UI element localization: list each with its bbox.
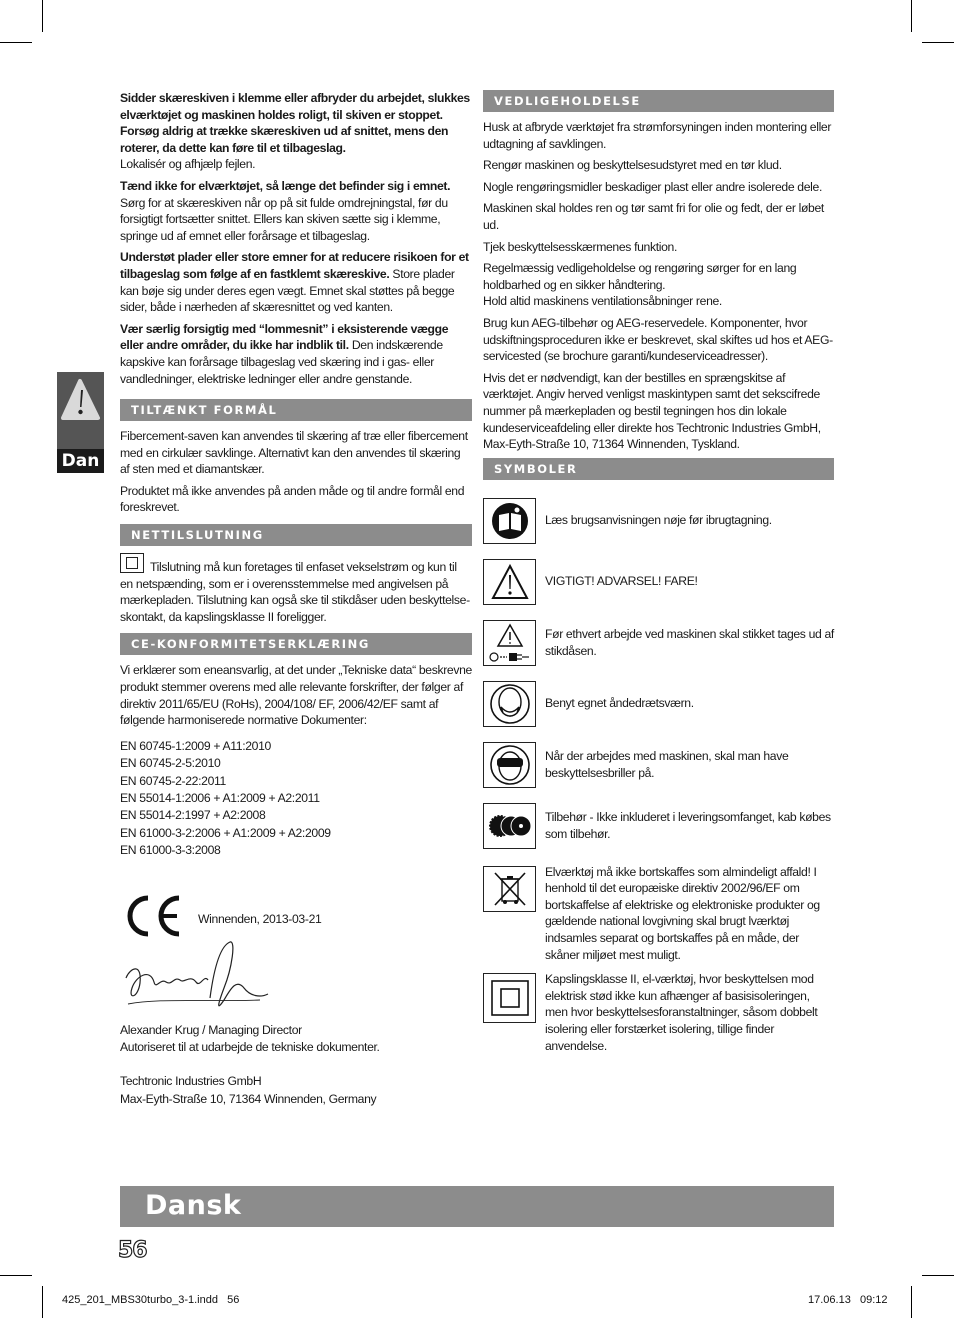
crop-mark: [922, 42, 954, 43]
section-heading-ce-conformity: CE-KONFORMITETSERKLÆRING: [120, 633, 472, 655]
weee-bin-icon: [483, 866, 536, 912]
symbol-description: Tilbehør - Ikke inkluderet i leveringsomfanget, kab købes som tilbehør.: [545, 810, 831, 841]
ce-mark-icon: [123, 894, 185, 938]
symbol-description: Kapslingsklasse II, el-værktøj, hvor beskyttelsen mod elektrisk stød ikke kun afhænger af basisisoleringen, men hvor beskyttelsesforanstaltninger, såsom dobbelt isolering eller forstærket isolering, tillige finder anvendelse.: [545, 972, 818, 1053]
paragraph: Vær særlig forsigtig med “lommesnit” i eksisterende vægge eller andre områder, du ikke har indblik til. Den indskærende kapskive kan forårsage tilbageslag ved skæring ind i gas- eller vandledninger, elektriske ledninger eller andre genstande.: [120, 321, 449, 386]
standard-item: EN 55014-1:2006 + A1:2009 + A2:2011: [120, 791, 320, 806]
page-number: 56: [118, 1238, 147, 1263]
paragraph: Tænd ikke for elværktøjet, så længe det befinder sig i emnet. Sørg for at skæreskiven når op på sit fulde omdrejningstal, før du forsigtigt fortsætter snittet. Ellers kan skiven sætte sig i klemme, springe ud af emnet eller forårsage et tilbageslag.: [120, 178, 451, 243]
crop-mark: [911, 1286, 912, 1318]
saw-blades-icon: [483, 803, 536, 849]
symbol-row: [483, 559, 834, 605]
language-tab: [57, 372, 104, 473]
warning-triangle-icon: [483, 559, 536, 605]
standard-item: EN 60745-2-5:2010: [120, 756, 221, 771]
symbol-description: VIGTIGT! ADVARSEL! FARE!: [545, 574, 698, 589]
crop-mark: [42, 0, 43, 32]
class-ii-icon: [483, 973, 536, 1023]
language-tab-label: Dan: [57, 449, 104, 473]
signer-name: Alexander Krug / Managing Director: [120, 1022, 302, 1037]
signature-image: [120, 938, 270, 1018]
symbol-row: [483, 620, 834, 666]
spacer: [120, 1056, 472, 1073]
crop-mark: [42, 1286, 43, 1318]
section-heading-symbols: SYMBOLER: [483, 458, 834, 480]
symbol-row: [483, 498, 834, 544]
read-manual-icon: [483, 498, 536, 544]
paragraph: Hold altid maskinens ventilationsåbninger rene.: [483, 294, 722, 309]
crop-mark: [922, 1275, 954, 1276]
section-heading-maintenance: VEDLIGEHOLDELSE: [483, 90, 834, 112]
warning-triangle-icon: [60, 378, 101, 422]
crop-mark: [911, 0, 912, 32]
signature-block: [120, 890, 472, 1030]
symbol-row: [483, 803, 834, 849]
right-column: [483, 90, 834, 1054]
symbol-row: [483, 971, 834, 1054]
paragraph: Vi erklærer som eneansvarlig, at det under „Tekniske data“ beskrevne produkt stemmer overens med alle relevante forskrifter, der følger af direktiv 2011/65/EU (RoHs), 2004/108/ EF, 2006/42/EF samt af følgende harmoniserede normative Dokumenter:: [120, 663, 472, 728]
paragraph: Sidder skæreskiven i klemme eller afbryder du arbejdet, slukkes elværktøjet og maskinen holdes roligt, til skiven er stoppet. Forsøg aldrig at trække skæreskiven ud af snittet, mens den roterer, da dette kan føre til et tilbageslag. Lokalisér og afhjælp fejlen.: [120, 91, 470, 172]
section-heading-intended-use: TILTÆNKT FORMÅL: [120, 399, 472, 421]
company-name: Techtronic Industries GmbH: [120, 1074, 262, 1089]
symbol-row: [483, 681, 834, 727]
footer-language-band: [120, 1186, 834, 1227]
respirator-icon: [483, 681, 536, 727]
paragraph: Produktet må ikke anvendes på anden måde og til andre formål end foreskrevet.: [120, 483, 465, 515]
company-address: Max-Eyth-Straße 10, 71364 Winnenden, Germany: [120, 1091, 377, 1106]
paragraph: Tjek beskyttelsesskærmenes funktion.: [483, 239, 677, 254]
symbol-row: [483, 864, 834, 964]
standard-item: EN 61000-3-3:2008: [120, 843, 221, 858]
authorisation-note: Autoriseret til at udarbejde de tekniske dokumenter.: [120, 1040, 380, 1055]
crop-mark: [0, 1275, 32, 1276]
symbol-description: Når der arbejdes med maskinen, skal man have beskyttelsesbriller på.: [545, 749, 789, 780]
paragraph: Regelmæssig vedligeholdelse og rengøring sørger for en lang holdbarhed og en sikker håndtering.: [483, 261, 797, 292]
unplug-icon: [483, 620, 536, 666]
symbol-description: Læs brugsanvisningen nøje før ibrugtagning.: [545, 513, 772, 528]
paragraph: Brug kun AEG-tilbehør og AEG-reservedele. Komponenter, hvor udskiftningsproceduren ikke er beskrevet, skal skiftes ud hos et AEG-servicested (se brochure garanti/kundeserviceadresser).: [483, 315, 833, 364]
standard-item: EN 60745-1:2009 + A11:2010: [120, 738, 271, 753]
paragraph: Hvis det er nødvendigt, kan der bestilles en sprængskitse af værktøjet. Angiv herved venligst maskintypen samt det sekscifrede nummer på mærkepladen og bestil tegningen hos din lokale kundeserviceafdeling eller direkte hos Techtronic Industries GmbH, Max-Eyth-Straße 10, 71364 Winnenden, Tyskland.: [483, 370, 821, 452]
paragraph: Understøt plader eller store emner for at reducere risikoen for et tilbageslag som følge af en fastklemt skæreskive. Store plader kan bøje sig under deres egen vægt. Emnet skal støttes på begge sider, både i nærheden af skæresnittet og ved kanten.: [120, 250, 469, 315]
crop-mark: [0, 42, 32, 43]
safety-goggles-icon: [483, 742, 536, 788]
paragraph: Tilslutning må kun foretages til enfaset vekselstrøm og kun til en netspænding, som er i overensstemmelse med angivelsen på mærkepladen. Tilslutning kan også ske til stikdåser uden beskyttelse-skontakt, da kapslingsklasse II foreligger.: [120, 553, 472, 625]
symbol-description: Før ethvert arbejde ved maskinen skal stikket tages ud af stikdåsen.: [545, 627, 834, 658]
footer-title: Dansk: [145, 1190, 242, 1221]
left-column: [120, 90, 472, 1108]
paragraph: Rengør maskinen og beskyttelsesudstyret med en tør klud.: [483, 158, 782, 173]
symbol-description: Benyt egnet åndedrætsværn.: [545, 696, 694, 711]
standard-item: EN 60745-2-22:2011: [120, 773, 226, 788]
symbol-description: Elværktøj må ikke bortskaffes som almindeligt affald! I henhold til det europæiske direktiv 2002/96/EF om bortskaffelse af elektriske og elektroniske produkter og gældende national lovgivning skal brugt lværktøj indsamles separat og bortskaffes på en måde, der skåner miljøet mest muligt.: [545, 864, 820, 962]
standard-item: EN 61000-3-2:2006 + A1:2009 + A2:2009: [120, 825, 331, 840]
class-ii-icon: [120, 553, 144, 573]
paragraph: Nogle rengøringsmidler beskadiger plast eller andre isolerede dele.: [483, 179, 822, 194]
section-heading-mains-connection: NETTILSLUTNING: [120, 524, 472, 546]
paragraph: Husk at afbryde værktøjet fra strømforsyningen inden montering eller udtagning af savklingen.: [483, 120, 832, 151]
slug-filename: 425_201_MBS30turbo_3-1.indd 56: [62, 1294, 240, 1306]
symbol-row: [483, 742, 834, 788]
standard-item: EN 55014-2:1997 + A2:2008: [120, 808, 266, 823]
paragraph: Fibercement-saven kan anvendes til skæring af træ eller fibercement med en cirkulær savklinge. Alternativt kan den anvendes til skæring af sten med et diamantskær.: [120, 429, 468, 477]
paragraph: Maskinen skal holdes ren og tør samt fri for olie og fedt, der er løbet ud.: [483, 201, 824, 232]
place-date: Winnenden, 2013-03-21: [198, 911, 322, 926]
slug-timestamp: 17.06.13 09:12: [808, 1294, 888, 1306]
standards-list: [120, 738, 472, 860]
